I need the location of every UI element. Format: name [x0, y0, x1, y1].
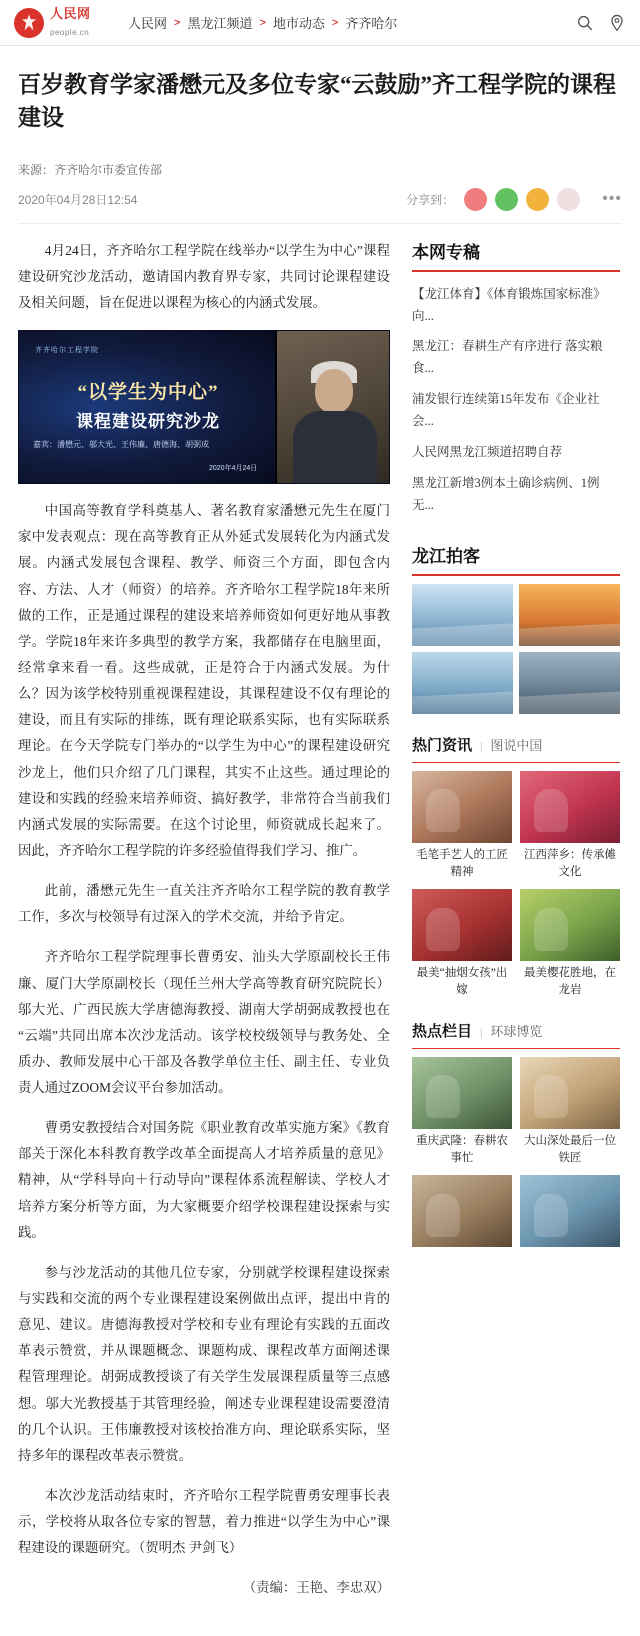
- sidebar-section-hot-column: [412, 1020, 620, 1252]
- article-paragraph: 此前，潘懋元先生一直关注齐齐哈尔工程学院的教育教学工作，多次与校领导有过深入的学术交流，并给予肯定。: [18, 883, 390, 925]
- section-title-features: 本网专稿: [412, 238, 620, 272]
- flower-photo: [520, 889, 620, 961]
- dance-photo: [520, 771, 620, 843]
- breadcrumb-item-0[interactable]: 人民网: [128, 16, 168, 31]
- figure-subline: 嘉宾：潘懋元、邬大光、王伟廉、唐德海、胡弼成: [33, 440, 209, 450]
- breadcrumb-separator-icon: >: [174, 16, 181, 29]
- list-item[interactable]: 【龙江体育】《体育锻炼国家标准》向...: [412, 286, 606, 323]
- sidebar-section-features: [412, 238, 620, 522]
- farming-photo: [412, 1057, 512, 1129]
- list-item[interactable]: 人民网黑龙江频道招聘自荐: [412, 444, 563, 459]
- article-paragraph: 中国高等教育学科奠基人、著名教育家潘懋元先生在厦门家中发表观点：现在高等教育正从外延式发展转化为内涵式发展。内涵式发展包含课程、教学、师资三个方面，即包含内容、方法、人才（师资）的培养。齐齐哈尔工程学院18年来所做的工作，正是通过课程的建设来培养师资如何更好地从事教学。学院18年来许多典型的教学方案，我都储存在电脑里面，经常拿来看一看。这些成就，正是符合于内涵式发展。为什么？因为该学校特别重视课程建设，其课程建设不仅有理论的建设，而且有实际的排练，既有理论联系实际，也有实际联系理论。在今天学院专门举办的“以学生为中心”的课程建设研究沙龙上，他们只介绍了几门课程，其实不止这些。通过理论的建设和实践的经验来培养师资、搞好教学，非常符合当前我们内涵式发展的实际需要。在这个讨论里，师资就成长起来了。因此，齐齐哈尔工程学院的许多经验值得我们学习、推广。: [18, 503, 390, 858]
- breadcrumb: [128, 13, 397, 32]
- sidebar-section-hot-news: [412, 734, 620, 1000]
- logo-title-cn: 人民网: [50, 5, 91, 21]
- hot-column-grid: [412, 1057, 620, 1252]
- breadcrumb-item-1[interactable]: 黑龙江频道: [187, 16, 253, 31]
- list-item[interactable]: [412, 771, 512, 882]
- list-item[interactable]: [412, 1175, 512, 1251]
- ice-landscape-thumb[interactable]: [412, 584, 513, 646]
- breadcrumb-separator-icon: >: [259, 16, 266, 29]
- tab-photo-china[interactable]: 图说中国: [490, 737, 543, 753]
- feature-link-list: [412, 280, 620, 522]
- list-item[interactable]: 浦发银行连续第15年发布《企业社会...: [412, 392, 600, 429]
- source-label: 来源：: [18, 162, 55, 177]
- person-head-shape: [315, 369, 353, 413]
- source-value: 齐齐哈尔市委宣传部: [54, 162, 163, 177]
- article-body: [18, 238, 390, 1616]
- section-title-hot-column: [412, 1020, 620, 1049]
- news-caption: 大山深处最后一位铁匠: [524, 1134, 616, 1164]
- news-caption: 毛笔手艺人的工匠精神: [416, 848, 508, 878]
- figure-date-stamp: 2020年4月24日: [209, 465, 258, 473]
- publish-date: 2020年04月28日12:54: [18, 192, 138, 207]
- list-item[interactable]: [412, 889, 512, 1000]
- sidebar-section-gallery: [412, 542, 620, 714]
- hot-news-grid: [412, 771, 620, 1000]
- participant-video-tile: [275, 331, 389, 483]
- article-header: [0, 46, 640, 224]
- breadcrumb-item-2[interactable]: 地市动态: [272, 16, 325, 31]
- location-icon[interactable]: [608, 14, 626, 32]
- weibo-share-icon[interactable]: [464, 188, 487, 211]
- list-item[interactable]: [520, 771, 620, 882]
- article-editor-credit: （责编：王艳、李忠双）: [242, 1580, 390, 1596]
- share-label: 分享到：: [406, 192, 455, 207]
- list-item[interactable]: [520, 889, 620, 1000]
- section-title-hot-news: [412, 734, 620, 763]
- figure-slide: [19, 331, 277, 483]
- list-item[interactable]: [412, 1057, 512, 1168]
- wechat-share-icon[interactable]: [495, 188, 518, 211]
- news-caption: 江西萍乡：传承傩文化: [524, 848, 616, 878]
- page-title: 百岁教育学家潘懋元及多位专家“云鼓励”齐工程学院的课程建设: [18, 72, 616, 131]
- site-logo[interactable]: [14, 6, 106, 40]
- list-item[interactable]: 黑龙江新增3例本土确诊病例、1例无...: [412, 475, 600, 512]
- article-paragraph: 参与沙龙活动的其他几位专家，分别就学校课程建设探索与实践和交流的两个专业课程建设案例做出点评，提出中肯的意见、建议。唐德海教授对学校和专业有理论有实践的五面改革表示赞赏，并从课题概念、课题构成、课程改革方面阐述课程管理理论。胡弼成教授谈了有关学生发展课程质量等三点感想。邬大光教授基于其管理经验，阐述专业课程建设需要澄清的几个认识。王伟廉教授对该校抬准方向、理论联系实际，坚持多年的课程改革表示赞赏。: [18, 1264, 390, 1463]
- person-body-shape: [293, 411, 377, 484]
- tab-global-view[interactable]: 环球博览: [490, 1023, 543, 1039]
- market-photo: [520, 1175, 620, 1247]
- news-caption: 最美樱花胜地，在龙岩: [524, 967, 616, 997]
- tab-separator: |: [480, 1024, 483, 1039]
- gallery-thumb-grid: [412, 584, 620, 714]
- breadcrumb-separator-icon: >: [331, 16, 339, 29]
- news-caption: 最美“抽烟女孩”出嫁: [416, 967, 508, 997]
- list-item[interactable]: [520, 1057, 620, 1168]
- breadcrumb-item-3[interactable]: 齐齐哈尔: [345, 16, 398, 31]
- rock-formation-thumb[interactable]: [519, 652, 620, 714]
- article-figure: [18, 330, 390, 484]
- blacksmith-photo: [520, 1057, 620, 1129]
- tab-hot-column[interactable]: 热点栏目: [412, 1023, 473, 1040]
- article-meta-row: [18, 188, 622, 224]
- people-cn-logo-icon: [14, 8, 44, 38]
- sunset-landscape-thumb[interactable]: [519, 584, 620, 646]
- tab-separator: |: [480, 738, 483, 753]
- floating-ice-thumb[interactable]: [412, 652, 513, 714]
- sidebar: [412, 238, 620, 1271]
- article-paragraph: 4月24日，齐齐哈尔工程学院在线举办“以学生为中心”课程建设研究沙龙活动，邀请国内教育界专家，共同讨论课程建设及相关问题，旨在促进以课程为核心的内涵式发展。: [18, 242, 390, 310]
- village-photo: [412, 1175, 512, 1247]
- search-icon[interactable]: [576, 14, 594, 32]
- share-bar: [406, 188, 622, 211]
- figure-heading-line2: 课程建设研究沙龙: [76, 412, 220, 432]
- page-content: [0, 224, 640, 1636]
- more-options-icon[interactable]: •••: [602, 190, 622, 208]
- news-caption: 重庆武隆：春耕农事忙: [416, 1134, 508, 1164]
- header-actions: [576, 14, 626, 32]
- tab-hot-news[interactable]: 热门资讯: [412, 737, 473, 754]
- figure-heading-line1: “以学生为中心”: [77, 382, 219, 404]
- site-header: [0, 0, 640, 46]
- article-paragraph: 曹勇安教授结合对国务院《职业教育改革实施方案》《教育部关于深化本科教育教学改革全面提高人才培养质量的意见》精神，从“学科导向＋行动导向”课程体系流程解读、学校人才培养方案分析等方面，为大家概要介绍学校课程建设探索与实践。: [18, 1120, 390, 1240]
- section-title-gallery: 龙江拍客: [412, 542, 620, 576]
- favorite-share-icon[interactable]: [526, 188, 549, 211]
- article-paragraph: 本次沙龙活动结束时，齐齐哈尔工程学院曹勇安理事长表示，学校将从取各位专家的智慧，着力推进“以学生为中心”课程建设的课题研究。（贺明杰 尹剑飞）: [18, 1488, 390, 1556]
- list-item[interactable]: [520, 1175, 620, 1251]
- article-source: [18, 161, 622, 178]
- festival-photo: [412, 889, 512, 961]
- list-item[interactable]: 黑龙江：春耕生产有序进行 落实粮食...: [412, 339, 603, 376]
- logo-title-en: people.cn: [50, 27, 90, 37]
- craftsman-photo: [412, 771, 512, 843]
- copy-link-icon[interactable]: [557, 188, 580, 211]
- article-paragraph: 齐齐哈尔工程学院理事长曹勇安、汕头大学原副校长王伟廉、厦门大学原副校长（现任兰州大学高等教育研究院院长）邬大光、广西民族大学唐德海教授、湖南大学胡弼成教授也在“云端”共同出席本次沙龙活动。该学校校级领导与教务处、全质办、教师发展中心干部及各教学单位主任、副主任、专业负责人通过ZOOM会议平台参加活动。: [18, 949, 390, 1096]
- figure-banner-text: 齐齐哈尔工程学院: [35, 347, 99, 355]
